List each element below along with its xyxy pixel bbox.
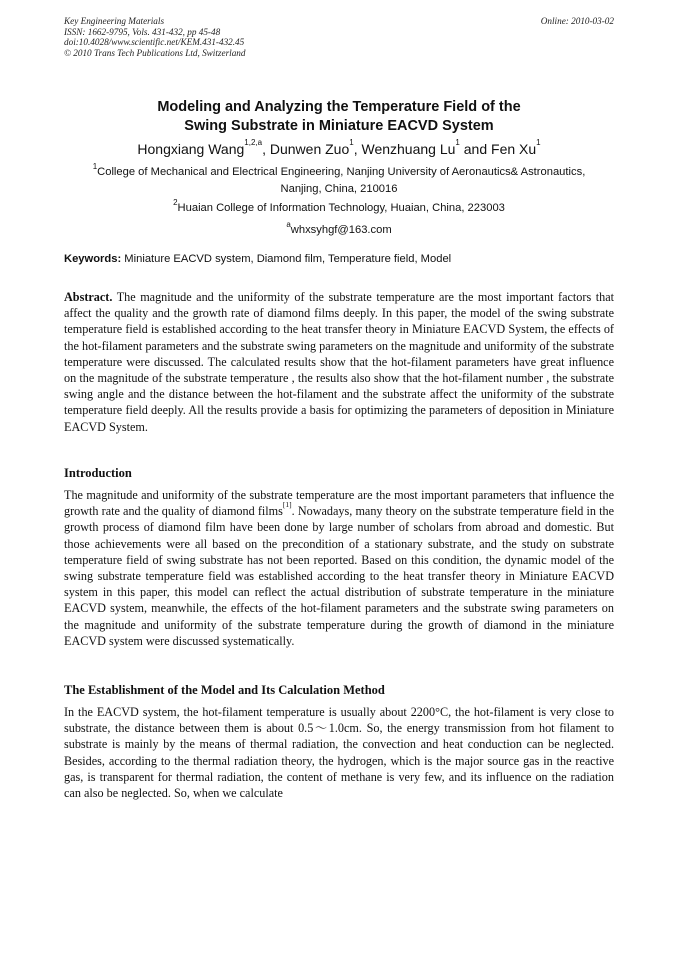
author-name: Hongxiang Wang [137,141,245,157]
author-list [64,140,614,158]
copyright-line: © 2010 Trans Tech Publications Ltd, Switzerland [64,47,246,58]
citation-ref[interactable]: [1] [282,500,292,510]
abstract-label: Abstract. [64,290,113,304]
author-affil-sup: 1 [455,138,460,147]
email-sup: a [286,220,291,229]
affiliation-1-line-2: Nanjing, China, 210016 [280,182,398,195]
journal-header [64,16,614,58]
author-email [64,222,614,239]
author-affil-sup: 1,2,a [244,138,263,147]
abstract-text: The magnitude and the uniformity of the substrate temperature are the most important factors that affect the quality and the growth rate of diamond films deeply. In this paper, the model of the swing substrate temperature field is established according to the heat transfer theory in Miniature EACVD System, the effects of the hot-filament parameters and the substrate swing parameters on the magnitude and uniformity of the substrate temperature were discussed. The calculated results show that the hot-filament parameters have great influence on the magnitude of the substrate temperature , the results also show that the hot-filament number , the substrate swing angle and the distance between the hot-filament and the substrate affect the uniformity of the substrate temperature field deeply. All the results provide a basis for optimizing the parameters of deposition in Miniature EACVD System. [64,290,614,434]
author-name: Fen Xu [491,141,537,157]
author-affil-sup: 1 [349,138,354,147]
intro-text-part-1: The magnitude and uniformity of the substrate temperature are the most important parameters that influence the growth rate and the quality of diamond films [64,488,614,519]
introduction-heading: Introduction [64,466,132,480]
author-separator: and [459,141,492,157]
keywords [64,251,614,267]
title-line-2: Swing Substrate in Miniature EACVD System [184,118,494,134]
doi-line: doi:10.4028/www.scientific.net/KEM.431-432.45 [64,37,245,48]
journal-name: Key Engineering Materials [64,16,165,26]
affiliation-1 [64,164,614,197]
paper-title [64,98,614,136]
author-separator: , [353,141,362,157]
keywords-label: Keywords: [64,253,122,265]
model-section-paragraph: In the EACVD system, the hot-filament temperature is usually about 2200°C, the hot-filament is very close to substrate, the distance between them is about 0.5～1.0cm. So, the energy transmission from hot filament to substrate is mainly by the means of thermal radiation, the convection and heat conduction can be neglected. Besides, according to the thermal radiation theory, the hydrogen, which is the major source gas in the reactive gas, is transparent for thermal radiation, the content of methane is very few, and its influence on the radiation can also be neglected. So, when we calculate [64,705,614,801]
online-date: Online: 2010-03-02 [540,16,614,26]
issn-line: ISSN: 1662-9795, Vols. 431-432, pp 45-48 [64,26,221,37]
abstract [64,289,614,435]
email-address: whxsyhgf@163.com [290,224,392,236]
model-section-heading: The Establishment of the Model and Its Calculation Method [64,683,385,697]
author-name: Dunwen Zuo [269,141,350,157]
affiliation-1-line-1: College of Mechanical and Electrical Engineering, Nanjing University of Aeronautics& Astronautics, [97,166,586,178]
affiliation-2-text: Huaian College of Information Technology, Huaian, China, 223003 [177,202,505,214]
title-line-1: Modeling and Analyzing the Temperature Field of the [157,99,521,115]
author-separator: , [262,141,270,157]
introduction-paragraph [64,487,614,649]
keywords-text: Miniature EACVD system, Diamond film, Temperature field, Model [121,253,452,265]
author-affil-sup: 1 [536,138,541,147]
author-name: Wenzhuang Lu [361,141,456,157]
affiliation-1-sup: 1 [92,162,98,171]
intro-text-part-2: . Nowadays, many theory on the substrate temperature field in the growth process of diamond film have been done by large number of scholars from abroad and domestic. But those achievements were all based on the precondition of a stationary substrate, and the study on substrate temperature field of swing substrate has not been reported. Based on this condition, the dynamic model of the swing substrate temperature field was established according to the heat transfer theory in Miniature EACVD system in this paper, this model can reflect the actual distribution of substrate temperature in the miniature EACVD system, meanwhile, the effects of the hot-filament parameters and the substrate swing parameters on the magnitude and uniformity of the substrate temperature during the growth of diamond in the miniature EACVD system were discussed systematically. [64,504,614,648]
affiliation-2-sup: 2 [173,198,178,207]
affiliation-2 [64,200,614,217]
